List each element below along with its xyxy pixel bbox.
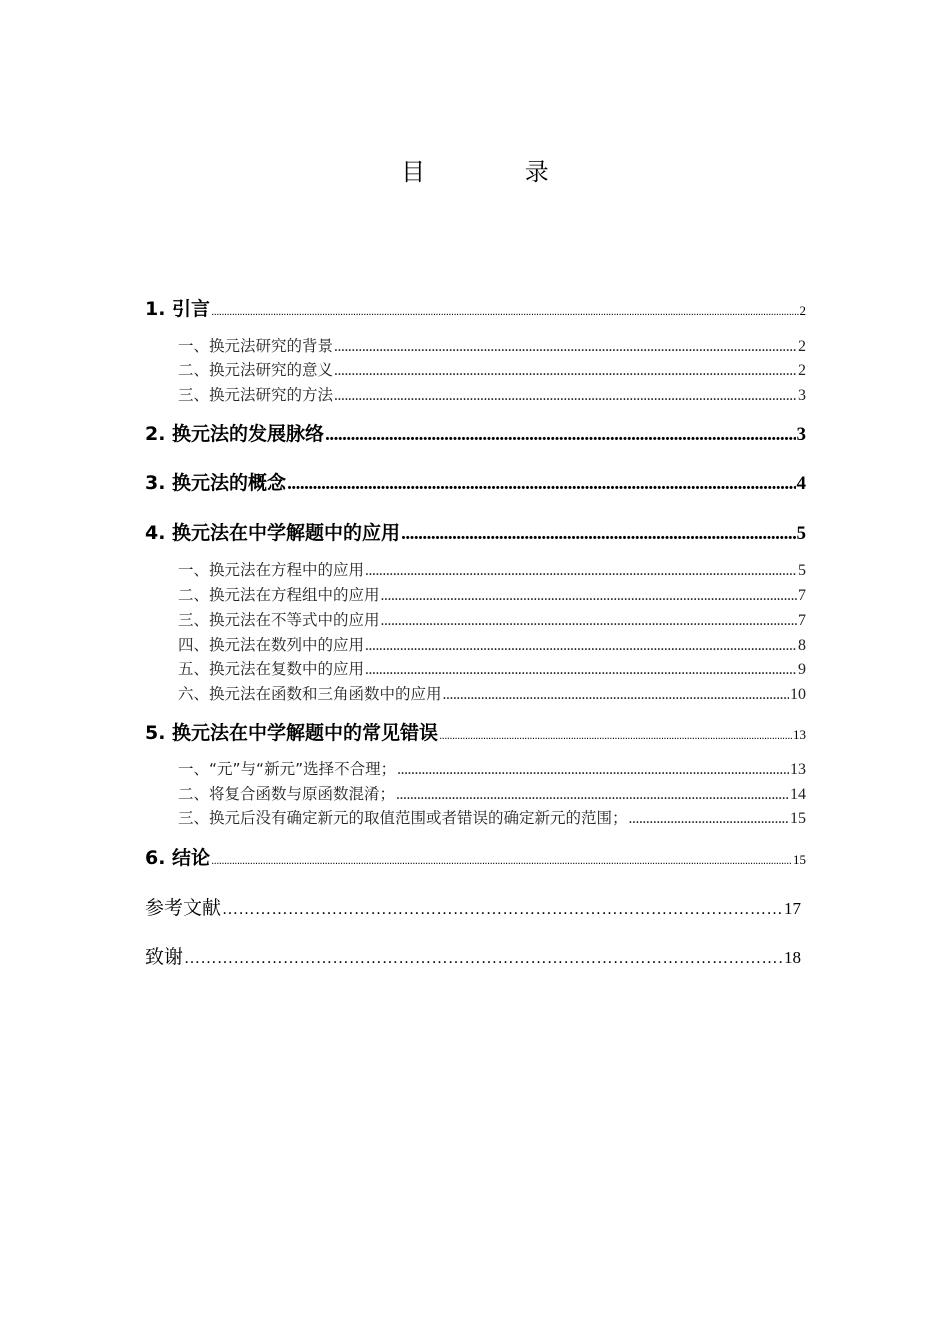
dot-leader (365, 661, 797, 679)
toc-entry-label: 2. 换元法的发展脉络 (145, 423, 325, 445)
toc-entry-page: 13 (793, 727, 806, 742)
toc-entry-page: 7 (798, 612, 806, 629)
dot-leader (184, 950, 783, 968)
toc-entry-label: 一、“元”与“新元”选择不合理； (178, 760, 397, 778)
dot-leader (381, 587, 797, 605)
toc-entry-chapter[interactable] (145, 468, 806, 495)
toc-entry-page: 3 (796, 424, 806, 445)
toc-entry-section[interactable] (178, 806, 806, 828)
toc-entry-label: 致谢 (145, 946, 184, 968)
dot-leader (365, 562, 797, 580)
toc-entry-label: 四、换元法在数列中的应用 (178, 636, 365, 654)
toc-entry-page: 8 (798, 637, 806, 654)
toc-entry-page: 10 (790, 686, 806, 703)
toc-entry-label: 3. 换元法的概念 (145, 472, 287, 494)
toc-entry-page: 9 (798, 661, 806, 678)
toc-entry-label: 二、换元法在方程组中的应用 (178, 586, 380, 604)
toc-entry-section[interactable] (178, 682, 806, 704)
dot-leader (381, 612, 797, 630)
toc-entry-page: 15 (793, 852, 806, 867)
toc-entry-page: 14 (790, 786, 806, 803)
toc-entry-label: 三、换元后没有确定新元的取值范围或者错误的确定新元的范围； (178, 809, 628, 827)
toc-entry-page: 15 (790, 810, 806, 827)
toc-entry-section[interactable] (178, 633, 806, 655)
toc-entry-references[interactable] (145, 893, 801, 920)
toc-entry-section[interactable] (178, 608, 806, 630)
toc-entry-label: 二、换元法研究的意义 (178, 361, 334, 379)
toc-entry-page: 5 (798, 562, 806, 579)
dot-leader (222, 901, 783, 919)
toc-entry-chapter[interactable] (145, 718, 806, 745)
toc-entry-label: 二、将复合函数与原函数混淆； (178, 785, 396, 803)
dot-leader (334, 338, 797, 356)
toc-entry-label: 5. 换元法在中学解题中的常见错误 (145, 722, 439, 744)
toc-entry-label: 五、换元法在复数中的应用 (178, 660, 365, 678)
dot-leader (325, 424, 795, 446)
toc-entry-page: 3 (798, 387, 806, 404)
toc-entry-page: 17 (784, 899, 801, 918)
toc-entry-label: 三、换元法研究的方法 (178, 386, 334, 404)
toc-entry-label: 参考文献 (145, 897, 222, 919)
toc-entry-label: 一、换元法研究的背景 (178, 337, 334, 355)
dot-leader (401, 523, 795, 545)
toc-entry-page: 13 (790, 761, 806, 778)
toc-entry-section[interactable] (178, 358, 806, 380)
toc-entry-label: 一、换元法在方程中的应用 (178, 561, 365, 579)
toc-entry-page: 18 (784, 948, 801, 967)
toc-entry-page: 4 (796, 473, 806, 494)
dot-leader (211, 307, 798, 318)
toc-entry-section[interactable] (178, 558, 806, 580)
toc-entry-section[interactable] (178, 583, 806, 605)
toc-entry-page: 5 (796, 523, 806, 544)
toc-entry-page: 2 (798, 338, 806, 355)
dot-leader (397, 761, 789, 779)
toc-entry-section[interactable] (178, 782, 806, 804)
toc-entry-label: 六、换元法在函数和三角函数中的应用 (178, 685, 442, 703)
toc-entry-section[interactable] (178, 757, 806, 779)
dot-leader (334, 387, 797, 405)
toc-entry-acknowledgements[interactable] (145, 942, 801, 969)
dot-leader (334, 362, 797, 380)
dot-leader (439, 731, 792, 742)
toc-entry-chapter[interactable] (145, 294, 806, 321)
toc-entry-section[interactable] (178, 334, 806, 356)
toc-entry-chapter[interactable] (145, 843, 806, 870)
toc-entry-chapter[interactable] (145, 419, 806, 446)
toc-entry-label: 4. 换元法在中学解题中的应用 (145, 522, 401, 544)
dot-leader (396, 786, 789, 804)
dot-leader (629, 810, 789, 828)
dot-leader (287, 473, 795, 495)
toc-entry-label: 6. 结论 (145, 847, 211, 869)
toc-entry-label: 三、换元法在不等式中的应用 (178, 611, 380, 629)
dot-leader (365, 637, 797, 655)
toc-entry-section[interactable] (178, 383, 806, 405)
toc-entry-page: 2 (799, 303, 806, 318)
toc-entry-page: 2 (798, 362, 806, 379)
toc-entry-label: 1. 引言 (145, 298, 211, 320)
toc-entry-section[interactable] (178, 657, 806, 679)
toc-title: 目 录 (401, 158, 595, 186)
toc-entry-chapter[interactable] (145, 518, 806, 545)
toc-entry-page: 7 (798, 587, 806, 604)
dot-leader (443, 686, 789, 704)
dot-leader (211, 856, 792, 867)
